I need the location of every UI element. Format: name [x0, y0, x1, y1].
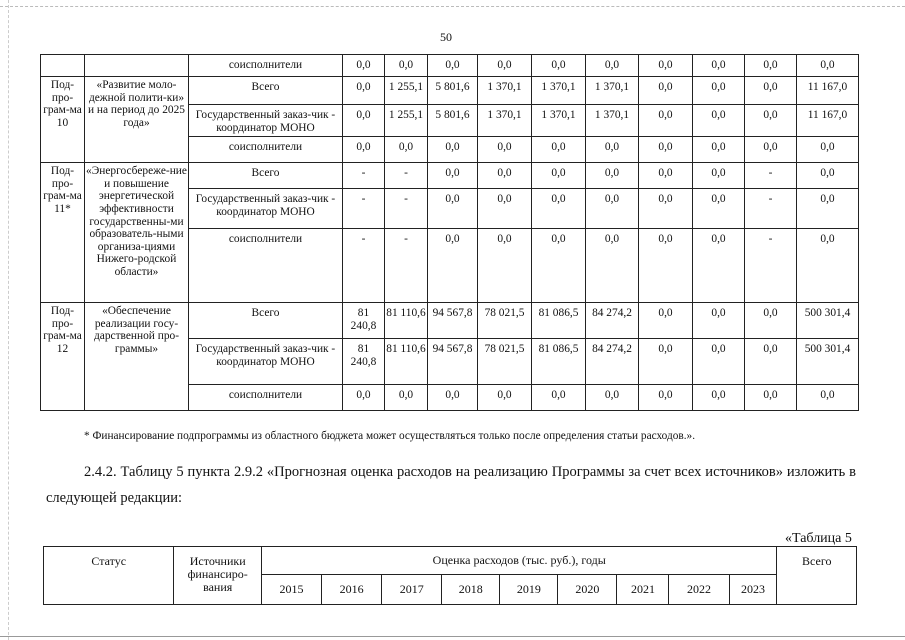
year-header: 2022 — [669, 575, 729, 605]
status-header: Статус — [44, 547, 174, 605]
year-header: 2023 — [729, 575, 777, 605]
table-row — [41, 163, 859, 189]
paragraph-text: 2.4.2. Таблицу 5 пункта 2.9.2 «Прогнозная оценка расходов на реализацию Программы за счет всех источников» изложить в следующей редакции: — [46, 464, 856, 506]
year-header: 2020 — [558, 575, 617, 605]
total-header: Всего — [777, 547, 857, 605]
value-cell: 0,0 — [478, 385, 532, 411]
value-cell: - — [745, 229, 797, 303]
value-cell: 0,0 — [428, 385, 478, 411]
value-cell: 5 801,6 — [428, 77, 478, 105]
value-cell: 0,0 — [693, 303, 745, 339]
value-cell: - — [745, 189, 797, 229]
participant-cell: Государственный заказ-чик - координатор МОНО — [189, 189, 343, 229]
value-cell: 0,0 — [532, 55, 586, 77]
value-cell: 0,0 — [797, 137, 859, 163]
year-header: 2017 — [382, 575, 442, 605]
scan-left-edge — [8, 0, 9, 640]
value-cell: 0,0 — [745, 137, 797, 163]
participant-cell: соисполнители — [189, 229, 343, 303]
value-cell: 0,0 — [428, 55, 478, 77]
paragraph — [46, 459, 856, 511]
value-cell: 1 370,1 — [478, 77, 532, 105]
value-cell: 0,0 — [639, 55, 693, 77]
participant-cell: Всего — [189, 163, 343, 189]
value-cell: - — [343, 229, 385, 303]
year-header: 2015 — [261, 575, 321, 605]
value-cell: 0,0 — [343, 105, 385, 137]
value-cell: 0,0 — [693, 229, 745, 303]
value-cell: 0,0 — [693, 385, 745, 411]
value-cell: 1 370,1 — [586, 77, 639, 105]
year-header: 2018 — [442, 575, 500, 605]
value-cell: 0,0 — [478, 137, 532, 163]
value-cell: 0,0 — [745, 303, 797, 339]
table-5-caption: «Таблица 5 — [785, 531, 852, 546]
value-cell: 81 240,8 — [343, 339, 385, 385]
value-cell: 0,0 — [745, 105, 797, 137]
value-cell: 1 370,1 — [532, 105, 586, 137]
value-cell: 1 370,1 — [532, 77, 586, 105]
value-cell: - — [343, 189, 385, 229]
value-cell: - — [385, 163, 428, 189]
value-cell: 0,0 — [478, 55, 532, 77]
value-cell: 0,0 — [478, 229, 532, 303]
value-cell: 0,0 — [428, 137, 478, 163]
value-cell: 81 110,6 — [385, 303, 428, 339]
subprogram-status: Под-про-грам-ма 11* — [41, 163, 85, 303]
value-cell: 0,0 — [478, 163, 532, 189]
sources-header: Источники финансиро-вания — [174, 547, 262, 605]
table-row — [41, 77, 859, 105]
footnote: * Финансирование подпрограммы из областного бюджета может осуществляться только после определения статьи расходов.». — [84, 430, 696, 442]
value-cell: 0,0 — [693, 105, 745, 137]
value-cell: - — [343, 163, 385, 189]
value-cell: 0,0 — [586, 189, 639, 229]
value-cell: 0,0 — [745, 77, 797, 105]
value-cell: 5 801,6 — [428, 105, 478, 137]
value-cell: 0,0 — [797, 55, 859, 77]
value-cell: 81 086,5 — [532, 339, 586, 385]
value-cell: 0,0 — [343, 137, 385, 163]
value-cell: 0,0 — [693, 189, 745, 229]
year-header: 2016 — [322, 575, 382, 605]
value-cell: 0,0 — [745, 55, 797, 77]
value-cell: 81 110,6 — [385, 339, 428, 385]
value-cell: 0,0 — [428, 229, 478, 303]
value-cell: - — [745, 163, 797, 189]
table-row — [41, 55, 859, 77]
name-cell — [85, 55, 189, 77]
scan-bottom-edge — [0, 636, 905, 637]
subprogram-status: Под-про-грам-ма 10 — [41, 77, 85, 163]
subprogram-name: «Энергосбереже-ние и повышение энергетической эффективности государственны-ми образователь-ными организа-циями Нижего-родской области» — [85, 163, 189, 303]
subprogram-status: Под-про-грам-ма 12 — [41, 303, 85, 411]
value-cell: 0,0 — [586, 163, 639, 189]
value-cell: 0,0 — [797, 385, 859, 411]
value-cell: 0,0 — [343, 55, 385, 77]
participant-cell: Всего — [189, 303, 343, 339]
value-cell: 0,0 — [639, 385, 693, 411]
status-cell — [41, 55, 85, 77]
value-cell: 0,0 — [693, 339, 745, 385]
value-cell: 0,0 — [797, 163, 859, 189]
value-cell: 0,0 — [639, 137, 693, 163]
value-cell: 11 167,0 — [797, 105, 859, 137]
value-cell: 78 021,5 — [478, 339, 532, 385]
value-cell: 94 567,8 — [428, 339, 478, 385]
value-cell: 0,0 — [532, 137, 586, 163]
value-cell: 0,0 — [478, 189, 532, 229]
table-5-header — [43, 546, 857, 605]
participant-cell: Государственный заказ-чик - координатор МОНО — [189, 339, 343, 385]
value-cell: 1 255,1 — [385, 105, 428, 137]
value-cell: 0,0 — [586, 385, 639, 411]
value-cell: - — [385, 229, 428, 303]
value-cell: 0,0 — [797, 229, 859, 303]
value-cell: 0,0 — [639, 189, 693, 229]
value-cell: 84 274,2 — [586, 303, 639, 339]
value-cell: 0,0 — [586, 229, 639, 303]
value-cell: 0,0 — [639, 163, 693, 189]
value-cell: 11 167,0 — [797, 77, 859, 105]
participant-cell: Всего — [189, 77, 343, 105]
participant-cell: Государственный заказ-чик - координатор МОНО — [189, 105, 343, 137]
value-cell: 0,0 — [343, 77, 385, 105]
page-number: 50 — [440, 30, 452, 44]
value-cell: 0,0 — [532, 189, 586, 229]
value-cell: 1 370,1 — [478, 105, 532, 137]
value-cell: 0,0 — [639, 77, 693, 105]
value-cell: 0,0 — [532, 163, 586, 189]
value-cell: 81 240,8 — [343, 303, 385, 339]
year-header: 2019 — [500, 575, 558, 605]
value-cell: 0,0 — [385, 55, 428, 77]
year-header: 2021 — [617, 575, 669, 605]
value-cell: - — [385, 189, 428, 229]
participant-cell: соисполнители — [189, 137, 343, 163]
scan-top-edge — [0, 6, 905, 7]
value-cell: 1 255,1 — [385, 77, 428, 105]
value-cell: 0,0 — [693, 137, 745, 163]
subprogram-name: «Развитие моло-дежной полити-ки» и на период до 2025 года» — [85, 77, 189, 163]
value-cell: 0,0 — [745, 385, 797, 411]
value-cell: 0,0 — [639, 105, 693, 137]
participant-cell: соисполнители — [189, 385, 343, 411]
value-cell: 0,0 — [586, 55, 639, 77]
subprogram-name: «Обеспечение реализации госу-дарственной про-граммы» — [85, 303, 189, 411]
value-cell: 0,0 — [639, 229, 693, 303]
value-cell: 94 567,8 — [428, 303, 478, 339]
value-cell: 0,0 — [385, 137, 428, 163]
value-cell: 500 301,4 — [797, 303, 859, 339]
value-cell: 0,0 — [745, 339, 797, 385]
value-cell: 0,0 — [532, 229, 586, 303]
value-cell: 0,0 — [639, 303, 693, 339]
table-row — [41, 303, 859, 339]
value-cell: 0,0 — [343, 385, 385, 411]
value-cell: 0,0 — [693, 77, 745, 105]
estimate-header: Оценка расходов (тыс. руб.), годы — [261, 547, 776, 575]
value-cell: 78 021,5 — [478, 303, 532, 339]
value-cell: 0,0 — [532, 385, 586, 411]
value-cell: 0,0 — [428, 163, 478, 189]
value-cell: 1 370,1 — [586, 105, 639, 137]
value-cell: 0,0 — [385, 385, 428, 411]
value-cell: 0,0 — [693, 163, 745, 189]
value-cell: 0,0 — [797, 189, 859, 229]
value-cell: 84 274,2 — [586, 339, 639, 385]
participant-cell: соисполнители — [189, 55, 343, 77]
value-cell: 500 301,4 — [797, 339, 859, 385]
value-cell: 0,0 — [693, 55, 745, 77]
budget-table — [40, 54, 859, 411]
value-cell: 0,0 — [639, 339, 693, 385]
value-cell: 0,0 — [586, 137, 639, 163]
value-cell: 81 086,5 — [532, 303, 586, 339]
value-cell: 0,0 — [428, 189, 478, 229]
